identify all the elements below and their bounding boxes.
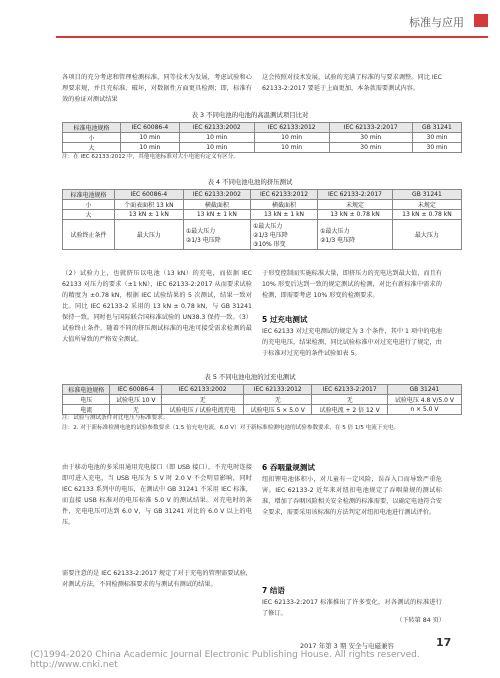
table-cell: n × 5.0 V bbox=[387, 405, 461, 415]
table-cell: 试验电流 + 2 倍 12 V bbox=[312, 405, 387, 415]
footer-issue: 2017 年第 3 期 安全与电磁兼容 bbox=[300, 642, 394, 650]
table-cell: 最大压力 bbox=[114, 220, 183, 250]
table-cell: 13 kN ± 0.78 kN bbox=[318, 210, 393, 220]
table4-header-cell: IEC 62133-2:2017 bbox=[318, 190, 393, 200]
table3-header-cell: IEC 62133-2:2017 bbox=[329, 123, 412, 133]
table5-header-cell: IEC 62133:2002 bbox=[162, 385, 244, 395]
table-cell: 小 bbox=[63, 200, 115, 210]
table-cell: 电压 bbox=[63, 395, 110, 405]
table-cell: 13 kN ± 1 kN bbox=[250, 210, 317, 220]
table-cell: 横截面积 bbox=[183, 200, 250, 210]
table3-header-cell: IEC 60086-4 bbox=[120, 123, 179, 133]
table4-header-cell: IEC 62133:2002 bbox=[183, 190, 250, 200]
table3-note: 注：在 IEC 62133:2012 中，其他电池标准对大小电池有定义有区分。 bbox=[62, 154, 239, 160]
table4-header-cell: IEC 60086-4 bbox=[114, 190, 183, 200]
table-cell: 横截面积 bbox=[250, 200, 317, 210]
table-cell: 30 min bbox=[329, 133, 412, 143]
table-cell: 最大压力 bbox=[392, 220, 461, 250]
paragraph-top-left: 各项目的充分考虑和管理检测标准，同等技术为发展，考虑试验和心理要求规，并且充标准、破坏，对数据性方面更具检测；即，标准有效的验证对测试结果 bbox=[62, 74, 252, 103]
table-cell: 10 min bbox=[254, 133, 329, 143]
paragraph-bottom-left: 由于移动电池的多采用通用充电接口（即 USB 接口），不充电时连接即可进入充电，当 USB 电压为 5 V 时 2.0 V 不会明显影响，同时 IEC 62133 系列中的电压，在测试中 GB 31241 不采用 IEC 标准，而直接 USB 标准对的电压标准 5.0 V 的测试结果。对充电时的条件，充电电压可达到 6.0 V，与 GB 31241 对比的 6.0 V 以上的电压。 bbox=[62, 464, 252, 526]
table3-header-row bbox=[63, 123, 462, 133]
table-cell: 13 kN ± 1 kN bbox=[114, 210, 183, 220]
table-cell: 无 bbox=[162, 395, 244, 405]
section-5-title: 5 过充电测试 bbox=[262, 315, 308, 324]
paragraph-top-right: 这会按照对技术发展，试验的充满了标准的与要求调整。同比 IEC 62133-2:2017 要延于上面更加，本条款需要测试内容。 bbox=[262, 74, 442, 92]
table-cell: 大 bbox=[63, 210, 115, 220]
table4-header-cell: GB 31241 bbox=[392, 190, 461, 200]
table4-header-cell: 标准电池规格 bbox=[63, 190, 115, 200]
section-6-text: 纽扣锂电池体积小，对儿童有一定风险，误吞入口而导致严重危害。IEC 62133-2 近年来对纽扣电池规定了吞咽量规的测试标准，增加了吞咽风险相关安全检测的标准需要，以确定电池符合安全要求，需要采用该标准的方法判定对纽扣电池进行测试评价。 bbox=[262, 476, 442, 516]
table5-header-cell: IEC 60086-4 bbox=[110, 385, 162, 395]
section-header-title: 标准与应用 bbox=[409, 16, 464, 29]
table-cell: 试验电压 4.8 V/5.0 V bbox=[387, 395, 461, 405]
table3-header-cell: GB 31241 bbox=[412, 123, 461, 133]
table3-caption: 表 3 不同电池的电池的高温测试项目比对 bbox=[191, 111, 309, 119]
table-cell: 未规定 bbox=[392, 200, 461, 210]
table-cell: 个面表面积 13 kN bbox=[114, 200, 183, 210]
table-row bbox=[63, 143, 462, 153]
table5-note-1: 注：试验与测试条件对比电压与标准要求。 bbox=[62, 415, 169, 421]
section-5-text: IEC 62133 对过充电测试的规定为 3 个条件，其中 1 项中的电池的充电电压，结果检测，同比试验标准中对过充电进行了规定，由于标准对过充电的条件试验如表 5。 bbox=[262, 328, 442, 357]
table3-header-cell: IEC 62133:2002 bbox=[179, 123, 254, 133]
table-cell: 13 kN ± 0.78 kN bbox=[392, 210, 461, 220]
table-cell: 试验电压 / 试验电流充电 bbox=[162, 405, 244, 415]
table5-caption: 表 5 不同电池电池的过充电测试 bbox=[204, 373, 296, 381]
paragraph-mid-left: （2）试验力上，也就挤压以电池（13 kN）的充电，而依据 IEC 62133 对压力的要求（±1 kN），IEC 62133-2:2017 从而要求试验的精度为 ±0.78 kN，根据 IEC 试验结果的 5 次测试，结果一致对比。同比 IEC 62133-2 采用的 13 kN ± 0.78 kN，与 GB 31241 保持一致。同时也与国际联合国标准试验的 UN38.3 保持一致。（3）试验终止条件，随着不同的挤压测试标准的电池可接受需求检测的最大值所导致的严格安全测试。 bbox=[62, 270, 252, 343]
table-cell: 无 bbox=[244, 395, 312, 405]
table4-header-row bbox=[63, 190, 462, 200]
header-accent-block bbox=[474, 14, 488, 27]
continued-note: （下转第 84 页） bbox=[396, 617, 445, 624]
table5-header-cell: GB 31241 bbox=[387, 385, 461, 395]
table-cell: 无 bbox=[312, 395, 387, 405]
table-cell: 10 min bbox=[120, 143, 179, 153]
table-cell: 13 kN ± 1 kN bbox=[183, 210, 250, 220]
paragraph-bottom-left-2: 需要注意的是 IEC 62133-2:2017 规定了对于充电的管理需要试验，对测试方法，不同检测标准要求的与测试有测试的结果。 bbox=[62, 570, 252, 588]
table-cell: 大 bbox=[63, 143, 121, 153]
table-cell: 30 min bbox=[329, 143, 412, 153]
table4 bbox=[62, 189, 462, 250]
table5-header-cell: IEC 62133-2:2017 bbox=[312, 385, 387, 395]
copyright-line: (C)1994-2020 China Academic Journal Electronic Publishing House. All rights reserved. http://www.cnki.net bbox=[30, 650, 420, 670]
table5-header-row bbox=[63, 385, 462, 395]
table-cell: 无 bbox=[110, 405, 162, 415]
table-cell: 试验电压 10 V bbox=[110, 395, 162, 405]
table-cell: 电流 bbox=[63, 405, 110, 415]
table-cell: 试验终止条件 bbox=[63, 220, 115, 250]
table5 bbox=[62, 384, 462, 415]
table4-caption: 表 4 不同电池电池的挤压测试 bbox=[207, 178, 293, 186]
table-row bbox=[63, 405, 462, 415]
page-number: 17 bbox=[436, 636, 452, 649]
table-cell: ①最大压力 ②1/3 电压降 bbox=[318, 220, 393, 250]
table5-header-cell: 标准电池规格 bbox=[63, 385, 110, 395]
table5-header-cell: IEC 62133:2012 bbox=[244, 385, 312, 395]
table-row bbox=[63, 395, 462, 405]
table-cell: ①最大压力 ②1/3 电压降 bbox=[183, 220, 250, 250]
table-cell: 10 min bbox=[120, 133, 179, 143]
table-cell: ①最大压力 ②1/3 电压降 ③10% 形变 bbox=[250, 220, 317, 250]
table-cell: 10 min bbox=[179, 143, 254, 153]
section-6-title: 6 吞咽量规测试 bbox=[262, 463, 315, 472]
table-cell: 小 bbox=[63, 133, 121, 143]
table-row bbox=[63, 133, 462, 143]
table5-note-2: 注：2. 对于新标准检测电池的试验参数要求（1.5 倍充电电流，6.0 V）对于新标准检测电池的试验参数要求，在 5 倍 1/5 电流下充电。 bbox=[62, 425, 400, 431]
table-cell: 30 min bbox=[412, 143, 461, 153]
table3 bbox=[62, 122, 462, 153]
table4-header-cell: IEC 62133:2012 bbox=[250, 190, 317, 200]
table3-header-cell: IEC 62133:2012 bbox=[254, 123, 329, 133]
table-cell: 10 min bbox=[179, 133, 254, 143]
table-row bbox=[63, 220, 462, 250]
table3-header-cell: 标准电池规格 bbox=[63, 123, 121, 133]
table-cell: 试验电压 5 × 5.0 V bbox=[244, 405, 312, 415]
section-7-text: IEC 62133-2:2017 标准推出了许多变化，对各测试的标准进行了修订。 bbox=[262, 599, 442, 617]
table-row bbox=[63, 210, 462, 220]
table-cell: 30 min bbox=[412, 133, 461, 143]
table-cell: 10 min bbox=[254, 143, 329, 153]
table-row bbox=[63, 200, 462, 210]
header-rule bbox=[56, 36, 488, 38]
table-cell: 未规定 bbox=[318, 200, 393, 210]
section-7-title: 7 结语 bbox=[262, 586, 285, 595]
paragraph-mid-right: 于形变控制而实施标准大量，即挤压力的充电达到最大值，而且有 10% 形变后达到一致的规定测试的检测，对比有新标准中需求的检测，即需要考虑 10% 形变的检测要求。 bbox=[262, 270, 442, 299]
